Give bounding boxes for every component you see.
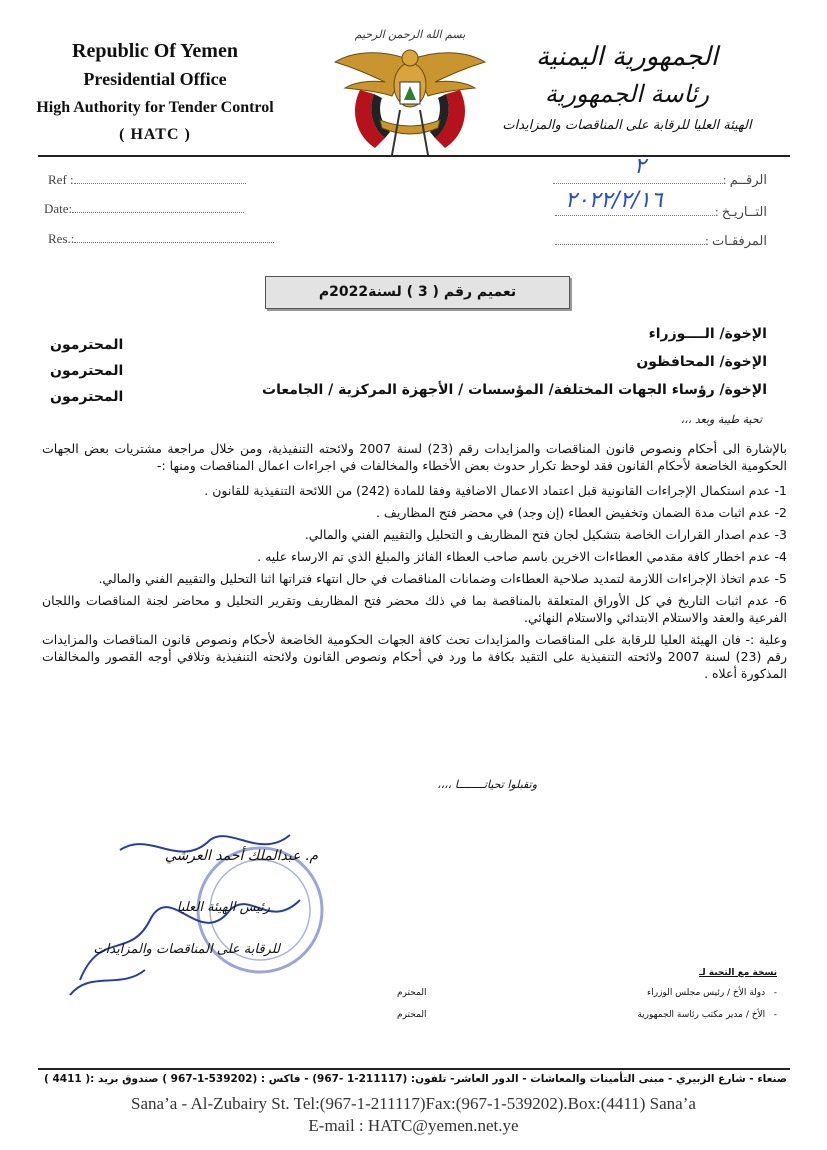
raqm-field bbox=[537, 172, 767, 188]
list-item: 6- عدم اثبات التاريخ في كل الأوراق المتعلقة بالمناقصة بما في ذلك محضر فتح المظاريف وتقرير التحليل و محاضر لجنة المناقصات واللجان الفرعية والعقد والاستلام الابتدائي والاستلام النهائي. bbox=[42, 593, 787, 625]
signatory-title-1: رئيس الهيئة العليا bbox=[176, 900, 270, 915]
authority-name-en: High Authority for Tender Control bbox=[36, 99, 274, 116]
arabic-letterhead bbox=[487, 38, 767, 140]
res-label: Res.: bbox=[48, 231, 75, 246]
conclusion-paragraph: وعلية :- فان الهيئة العليا للرقابة على المناقصات والمزايدات تحث كافة الجهات الحكومية الخاضعة لأحكام ونصوص قانون المناقصات والمزايدات رقم (23) لسنة 2007 ولائحته التنفيذية على التقيد بكافة ما ورد في أحكام ونصوص القانون ولائحته التنفيذية وتلافي أوجه القصور والمخالفات المذكورة أعلاه . bbox=[42, 632, 787, 681]
copy-row bbox=[397, 988, 777, 998]
copy-recipient: - دولة الأخ / رئيس مجلس الوزراء bbox=[647, 988, 777, 998]
footer-address-en: Sana’a - Al-Zubairy St. Tel:(967-1-211117)Fax:(967-1-539202).Box:(4411) Sana’a bbox=[131, 1094, 696, 1113]
copy-row bbox=[397, 1010, 777, 1020]
copies-list bbox=[397, 968, 777, 1020]
intro-paragraph: بالإشارة الى أحكام ونصوص قانون المناقصات والمزايدات رقم (23) لسنة 2007 ولائحته التنفيذية، ومن خلال مراجعة مشتريات بعض الجهات الحكومية الخاضعة لأحكام القانون فقد لوحظ تكرار حدوث بعض الأخطاء والمخالفات في اجراءات اعمال المناقصات ومنها :- bbox=[42, 441, 787, 473]
authority-name-ar: الهيئة العليا للرقابة على المناقصات والمزايدات bbox=[502, 118, 752, 133]
letter-body bbox=[42, 440, 787, 682]
date-label: Date: bbox=[44, 201, 73, 216]
footer-email: E-mail : HATC@yemen.net.ye bbox=[308, 1116, 519, 1135]
list-item: 2- عدم اثبات مدة الضمان وتخفيض العطاء (إن وجد) في محضر فتح المظاريف . bbox=[375, 505, 787, 520]
murfaqat-field bbox=[537, 233, 767, 249]
office-name-en: Presidential Office bbox=[83, 69, 227, 89]
eagle-emblem-icon bbox=[330, 20, 490, 160]
signatory-name: م. عبدالملك أحمد العرشي bbox=[164, 848, 318, 864]
tarikh-value: ٢٠٢٢/٢/١٦ bbox=[565, 188, 663, 213]
circular-title: تعميم رقم ( 3 ) لسنة2022م bbox=[265, 276, 570, 309]
date-field bbox=[44, 201, 244, 217]
greeting: تحية طيبة وبعد ،،، bbox=[680, 413, 762, 426]
murfaqat-label: المرفقـات : bbox=[705, 233, 767, 248]
basmala: بسم الله الرحمن الرحيم bbox=[354, 28, 466, 41]
copies-heading: نسخة مع التحية لـ bbox=[699, 968, 777, 978]
footer-divider bbox=[38, 1068, 790, 1070]
copy-recipient: - الأخ / مدير مكتب رئاسة الجمهورية bbox=[637, 1010, 777, 1020]
ref-field bbox=[48, 172, 246, 188]
res-field bbox=[48, 231, 274, 247]
copy-honorific: المحترم bbox=[397, 988, 427, 998]
country-name-ar: الجمهورية اليمنية bbox=[535, 42, 719, 72]
footer-address-ar: صنعاء - شارع الزبيري - مبنى التأمينات والمعاشات - الدور العاشر- تلفون: (211117-1 -967) - فاكس : (539202-1-967 ) صندوق بريد :( 4411 ) bbox=[44, 1073, 787, 1085]
honorific-3: المحترمون bbox=[50, 389, 124, 405]
list-item: 1- عدم استكمال الإجراءات القانونية قبل اعتماد الاعمال الاضافية وفقا للمادة (242) من اللائحة التنفيذية للقانون . bbox=[204, 483, 787, 498]
honorific-2: المحترمون bbox=[50, 363, 124, 379]
raqm-label: الرقــم : bbox=[722, 172, 767, 187]
copy-honorific: المحترم bbox=[397, 1010, 427, 1020]
list-item: 4- عدم اخطار كافة مقدمي العطاءات الاخرين باسم صاحب العطاء الفائز والمبلغ الذي تم الارساء عليه . bbox=[257, 549, 787, 564]
signatory-title-2: للرقابة على المناقصات والمزايدات bbox=[93, 942, 280, 957]
raqm-value: ٢ bbox=[634, 154, 646, 179]
ref-label: Ref : bbox=[48, 172, 74, 187]
addressee-heads: الإخوة/ رؤساء الجهات المختلفة/ المؤسسات / الأجهزة المركزية / الجامعات bbox=[262, 382, 767, 398]
closing-line: وتقبلوا تحياتــــــــا ،،،، bbox=[437, 778, 537, 791]
list-item: 5- عدم اتخاذ الإجراءات اللازمة لتمديد صلاحية العطاءات وضمانات المناقصات في حال انتهاء فتراتها اثنا التحليل والتقييم الفني والمالي. bbox=[98, 571, 787, 586]
authority-abbrev-en: ( HATC ) bbox=[119, 126, 191, 143]
header-divider bbox=[38, 155, 790, 157]
english-letterhead bbox=[20, 38, 290, 148]
country-name-en: Republic Of Yemen bbox=[72, 40, 238, 62]
honorific-1: المحترمون bbox=[50, 337, 124, 353]
list-item: 3- عدم اصدار القرارات الخاصة بتشكيل لجان فتح المظاريف و التحليل والتقييم الفني والمالي. bbox=[304, 527, 787, 542]
office-name-ar: رئاسة الجمهورية bbox=[544, 80, 710, 108]
addressee-governors: الإخوة/ المحافظون bbox=[636, 354, 767, 370]
tarikh-label: التــاريـخ : bbox=[714, 204, 767, 219]
addressee-ministers: الإخوة/ الــــوزراء bbox=[648, 326, 767, 342]
